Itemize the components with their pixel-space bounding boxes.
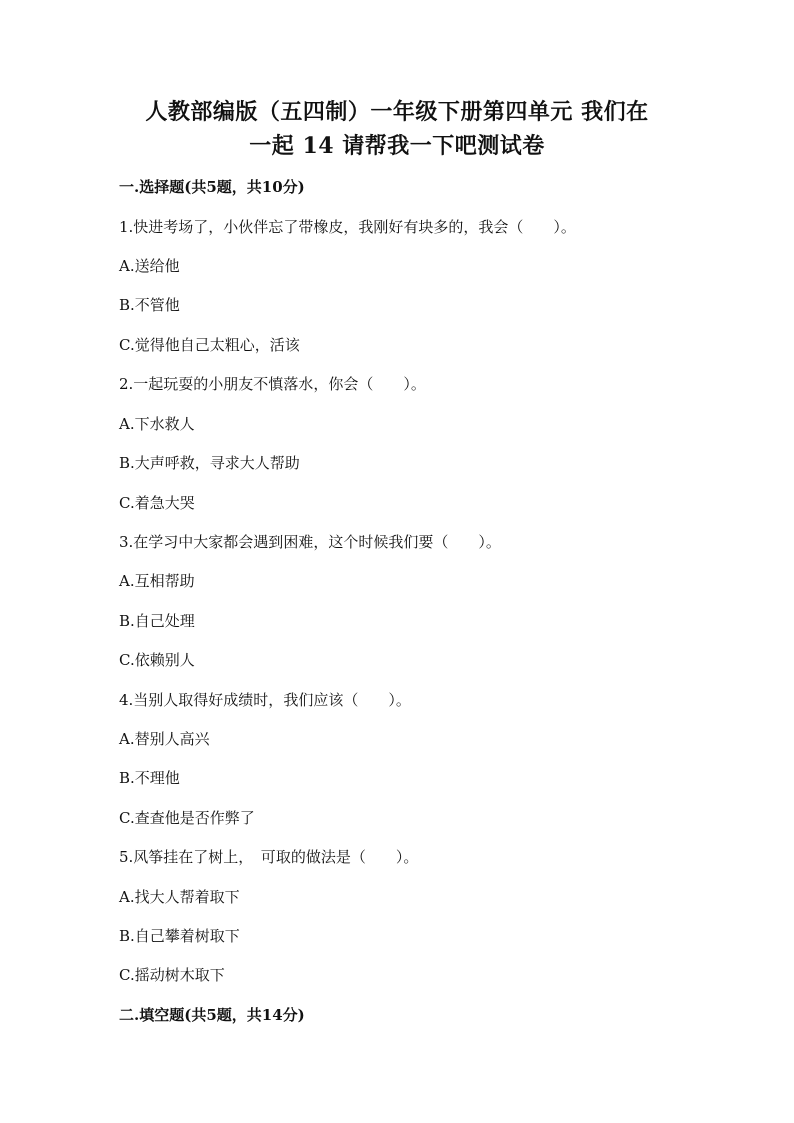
question-3-option-b: B.自己处理 (119, 612, 195, 630)
question-1-option-a: A.送给他 (119, 257, 180, 275)
question-2-stem: 2.一起玩耍的小朋友不慎落水，你会（ ）。 (119, 375, 426, 393)
question-2-option-c: C.着急大哭 (119, 494, 195, 512)
question-4-stem: 4.当别人取得好成绩时，我们应该（ ）。 (119, 691, 411, 709)
question-5-option-a: A.找大人帮着取下 (119, 888, 240, 906)
question-1-stem: 1.快进考场了，小伙伴忘了带橡皮，我刚好有块多的，我会（ ）。 (119, 218, 576, 236)
question-1-option-b: B.不管他 (119, 296, 180, 314)
section-heading-multiple-choice: 一.选择题(共5题，共10分) (119, 178, 305, 196)
question-1-option-c: C.觉得他自己太粗心，活该 (119, 336, 300, 354)
question-5-stem: 5.风筝挂在了树上， 可取的做法是（ ）。 (119, 848, 419, 866)
question-4-option-c: C.查查他是否作弊了 (119, 809, 255, 827)
question-5-option-c: C.摇动树木取下 (119, 966, 225, 984)
question-4-option-a: A.替别人高兴 (119, 730, 210, 748)
question-4-option-b: B.不理他 (119, 769, 180, 787)
document-title-line-1: 人教部编版（五四制）一年级下册第四单元 我们在 (145, 99, 649, 125)
document-title-line-2: 一起 14 请帮我一下吧测试卷 (249, 133, 545, 159)
question-2-option-a: A.下水救人 (119, 415, 195, 433)
section-heading-fill-in: 二.填空题(共5题，共14分) (119, 1006, 305, 1024)
question-3-option-a: A.互相帮助 (119, 572, 195, 590)
question-5-option-b: B.自己攀着树取下 (119, 927, 240, 945)
question-2-option-b: B.大声呼救，寻求大人帮助 (119, 454, 300, 472)
question-3-option-c: C.依赖别人 (119, 651, 195, 669)
question-3-stem: 3.在学习中大家都会遇到困难，这个时候我们要（ ）。 (119, 533, 501, 551)
